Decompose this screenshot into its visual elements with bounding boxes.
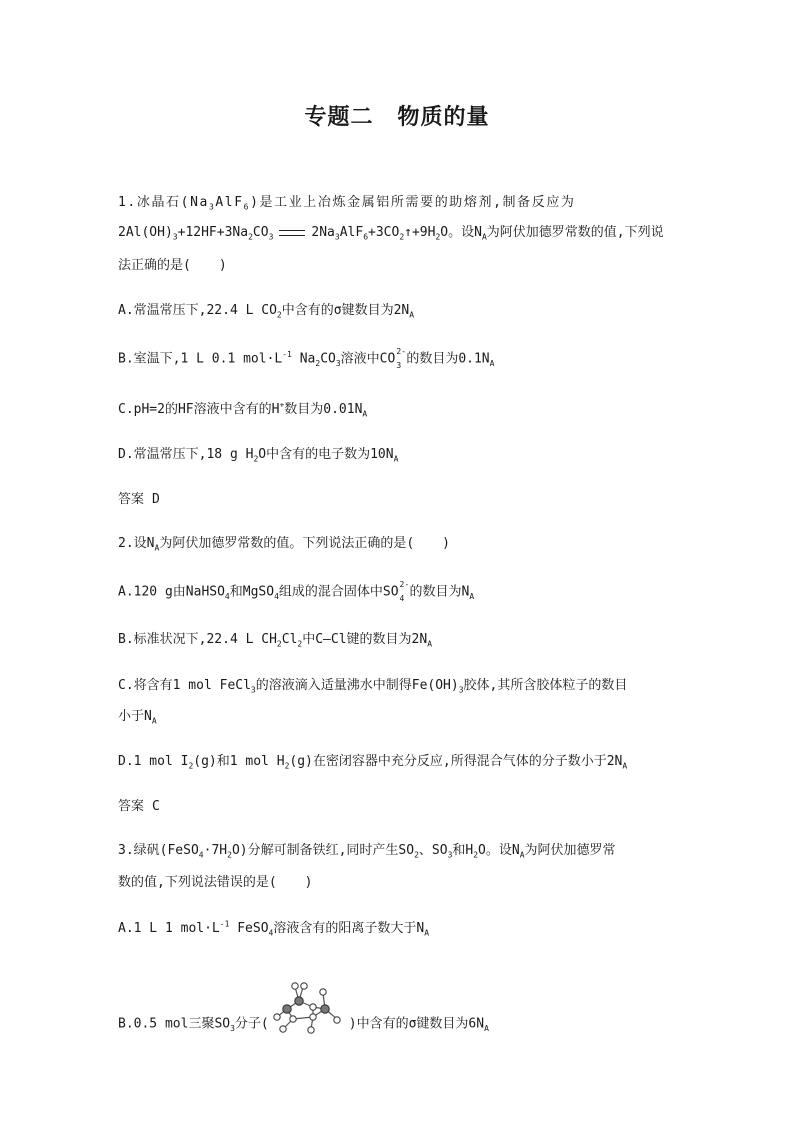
q2-option-b: B.标准状况下,22.4 L $CH_2Cl_2$中C—Cl键的数目为$2N_A$ xyxy=(118,632,433,649)
q2-option-d: D.1 mol $I_2(g)$和1 mol $H_2(g)$在密闭容器中充分反应,所得混合气体的分子数小于$2N_A$ xyxy=(118,754,628,771)
q3-option-a: A.1 L 1 $mol\cdot L^{-1}$ FeSO$_4$溶液含有的阳离子数大于$N_A$ xyxy=(118,919,430,938)
equals-arrow-icon xyxy=(279,230,305,236)
q3-stem-line1: 3.绿矾$(FeSO_4\cdot 7H_2O)$分解可制备铁红,同时产生$SO_2$、$SO_3$和$H_2O$。设$N_A$为阿伏加德罗常 xyxy=(118,843,616,860)
trimer-so3-svg xyxy=(269,979,349,1037)
q1-option-d: D.常温常压下,18 g $H_2O$中含有的电子数为$10N_A$ xyxy=(118,447,399,464)
q1-option-a: A.常温常压下,22.4 L $CO_2$中含有的σ键数目为$2N_A$ xyxy=(118,303,415,320)
q1-answer: 答案 D xyxy=(118,492,160,507)
q2-option-c-line1: C.将含有1 mol FeCl$_3$的溶液滴入适量沸水中制得$Fe(OH)_3$胶体,其所含胶体粒子的数目 xyxy=(118,678,628,695)
q1-stem-line3: 法正确的是( ) xyxy=(118,258,227,273)
q3-stem-line2: 数的值,下列说法错误的是( ) xyxy=(118,875,313,890)
q1-option-c: C.pH=2的HF溶液中含有的H+数目为$0.01N_A$ xyxy=(118,400,368,419)
q3-option-b: B.0.5 mol三聚$SO_3$分子( )中含有的σ键数目为$6N_A$ xyxy=(118,995,489,1053)
q2-answer: 答案 C xyxy=(118,799,160,814)
page-title: 专题二 物质的量 xyxy=(304,105,490,130)
q1-option-b: B.室温下,1 L 0.1 $mol\cdot L^{-1}$ $Na_2CO_3$溶液中CO 2- 3 的数目为$0.1N_A$ xyxy=(118,347,495,370)
trimer-so3-structure-icon xyxy=(269,979,349,1037)
q2-stem: 2.设$N_A$为阿伏加德罗常数的值。下列说法正确的是( ) xyxy=(118,536,450,553)
q2-option-c-line2: 小于$N_A$ xyxy=(118,709,157,726)
q2-option-a: A.120 g由NaHSO$_4$和MgSO$_4$组成的混合固体中SO 2- 4 的数目为$N_A$ xyxy=(118,580,475,603)
q1-stem-line2: $2Al(OH)_3+12HF+3Na_2CO_3$ $2Na_3AlF_6+3CO_2↑+9H_2O$。设$N_A$为阿伏加德罗常数的值,下列说 xyxy=(118,225,664,242)
q1-stem-line1: 1.冰晶石$(Na_3AlF_6)$是工业上冶炼金属铝所需要的助熔剂,制备反应为 xyxy=(118,195,576,212)
